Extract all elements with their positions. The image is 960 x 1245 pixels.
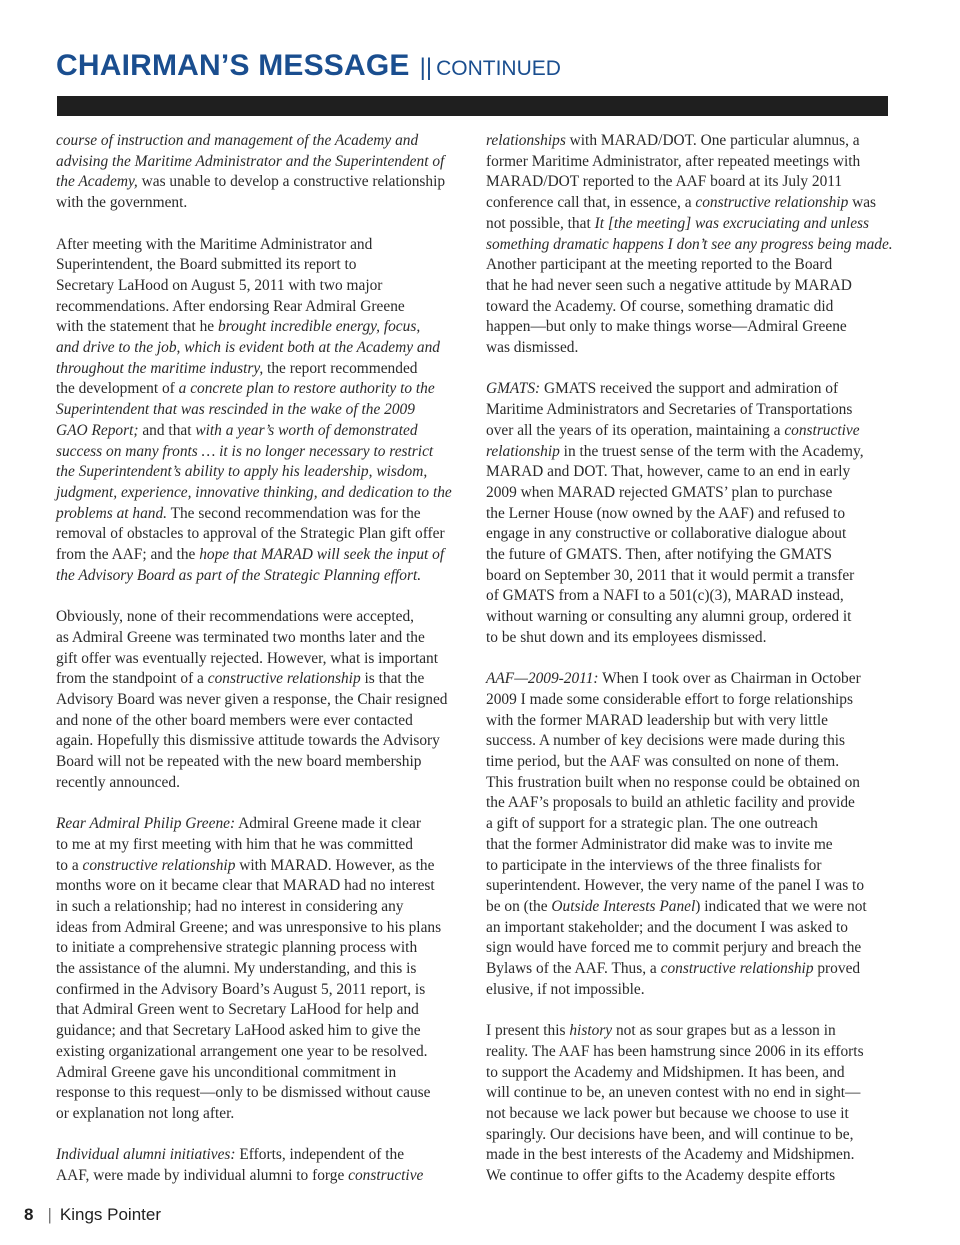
text-line xyxy=(486,835,892,856)
body-text: success. A number of key decisions were made during this xyxy=(486,732,846,750)
italic-text: constructive xyxy=(784,421,860,439)
body-text: in the truest sense of the term with the Academy, xyxy=(559,442,864,460)
body-text: Another participant at the meeting reported to the Board xyxy=(486,256,833,274)
text-line xyxy=(56,379,462,400)
text-line xyxy=(486,297,892,318)
header-divider-bar xyxy=(57,96,888,116)
italic-text: brought incredible energy, focus, xyxy=(218,318,421,336)
title-separator: || xyxy=(419,54,433,81)
text-line xyxy=(56,1063,462,1084)
body-text: the assistance of the alumni. My understanding, and this is xyxy=(56,960,417,978)
text-line xyxy=(486,442,892,463)
italic-text: course of instruction and management of the Academy and xyxy=(56,132,419,149)
body-text: from the standpoint of a xyxy=(56,670,208,688)
page-footer xyxy=(24,1205,161,1225)
text-line xyxy=(56,856,462,877)
text-line xyxy=(486,876,892,897)
body-text: removal of obstacles to approval of the Strategic Plan gift offer xyxy=(56,525,445,543)
paragraph xyxy=(486,131,892,359)
body-text: or explanation not long after. xyxy=(56,1105,235,1122)
text-line xyxy=(486,918,892,939)
text-line xyxy=(486,690,892,711)
text-line xyxy=(56,400,462,421)
text-line xyxy=(56,752,462,773)
italic-text: It [the meeting] was excruciating and unless xyxy=(594,214,870,232)
body-text: to a xyxy=(56,856,83,874)
italic-text: Superintendent that was rescinded in the wake of the 2009 xyxy=(56,401,415,419)
body-text: happen—but only to make things worse—Admiral Greene xyxy=(486,318,847,336)
body-text: elusive, if not impossible. xyxy=(486,980,645,998)
text-line xyxy=(486,1104,892,1125)
text-line xyxy=(56,1166,462,1187)
text-line xyxy=(56,152,462,173)
body-text: months wore on it became clear that MARAD had no interest xyxy=(56,877,435,895)
text-line xyxy=(56,938,462,959)
body-text: that he had never seen such a negative attitude by MARAD xyxy=(486,276,852,294)
italic-text: and drive to the job, which is evident both at the Academy and xyxy=(56,339,440,357)
italic-text: constructive relationship xyxy=(695,194,849,212)
body-text: Admiral Greene made it clear xyxy=(235,815,421,833)
text-line xyxy=(486,400,892,421)
italic-text: constructive relationship xyxy=(660,960,814,978)
italic-text: problems at hand. xyxy=(56,504,168,522)
paragraph xyxy=(56,1145,462,1186)
body-text: conference call that, in essence, a xyxy=(486,194,696,212)
text-line xyxy=(56,545,462,566)
body-text: The second recommendation was for the xyxy=(167,504,421,522)
text-line xyxy=(486,1021,892,1042)
body-text: a gift of support for a strategic plan. The one outreach xyxy=(486,815,818,833)
italic-text: judgment, experience, innovative thinking, and dedication to the xyxy=(56,483,452,501)
body-text: existing organizational arrangement one year to be resolved. xyxy=(56,1042,428,1060)
body-text: ) indicated that we were not xyxy=(695,897,867,915)
text-line xyxy=(56,193,462,214)
footer-separator: | xyxy=(47,1205,52,1224)
text-line xyxy=(56,731,462,752)
paragraph xyxy=(486,1021,892,1187)
body-text: that the former Administrator did make was to invite me xyxy=(486,835,833,853)
text-line xyxy=(56,690,462,711)
text-line xyxy=(56,1021,462,1042)
text-line xyxy=(486,711,892,732)
italic-text: the Advisory Board as part of the Strategic Planning effort. xyxy=(56,566,422,584)
text-line xyxy=(486,462,892,483)
text-line xyxy=(486,483,892,504)
body-text: confirmed in the Advisory Board’s August 5, 2011 report, is xyxy=(56,980,426,998)
text-line xyxy=(56,814,462,835)
body-text: We continue to offer gifts to the Academy despite efforts xyxy=(486,1167,836,1185)
italic-text: something dramatic happens I don’t see any progress being made. xyxy=(486,235,893,253)
body-text: and none of the other board members were ever contacted xyxy=(56,711,413,729)
text-line xyxy=(486,1063,892,1084)
body-text: the future of GMATS. Then, after notifying the GMATS xyxy=(486,546,832,564)
italic-text: relationship xyxy=(486,442,560,460)
italic-text: advising the Maritime Administrator and the Superintendent of xyxy=(56,152,445,170)
body-text: Superintendent, the Board submitted its report to xyxy=(56,256,357,274)
body-text: I present this xyxy=(486,1022,570,1040)
body-text: the development of xyxy=(56,380,179,398)
body-text: After meeting with the Maritime Administrator and xyxy=(56,235,373,253)
text-line xyxy=(486,1042,892,1063)
body-text: Advisory Board was never given a response, the Chair resigned xyxy=(56,690,448,708)
body-text: is that the xyxy=(360,670,425,688)
body-text: not as sour grapes but as a lesson in xyxy=(612,1022,836,1040)
body-text: sign would have forced me to commit perjury and breach the xyxy=(486,939,862,957)
body-text: without warning or consulting any alumni group, ordered it xyxy=(486,608,852,626)
text-line xyxy=(486,152,892,173)
body-text: from the AAF; and the xyxy=(56,546,200,564)
body-text: Efforts, independent of the xyxy=(235,1146,405,1164)
body-text: over all the years of its operation, maintaining a xyxy=(486,421,785,439)
body-text: response to this request—only to be dismissed without cause xyxy=(56,1084,431,1102)
section-header xyxy=(56,49,561,83)
text-line xyxy=(486,897,892,918)
body-text: MARAD and DOT. That, however, came to an end in early xyxy=(486,463,851,481)
body-text: the AAF’s proposals to build an athletic facility and provide xyxy=(486,794,855,812)
text-line xyxy=(56,918,462,939)
paragraph xyxy=(56,814,462,1125)
body-text: gift offer was eventually rejected. However, what is important xyxy=(56,649,439,667)
text-line xyxy=(56,462,462,483)
text-line xyxy=(56,566,462,587)
text-line xyxy=(486,628,892,649)
body-text: the Lerner House (now owned by the AAF) and refused to xyxy=(486,504,846,522)
body-text: toward the Academy. Of course, something dramatic did xyxy=(486,297,834,315)
body-text: 2009 I made some considerable effort to forge relationships xyxy=(486,690,853,708)
text-line xyxy=(486,193,892,214)
text-line xyxy=(56,711,462,732)
body-text: guidance; and that Secretary LaHood asked him to give the xyxy=(56,1022,421,1040)
page-number: 8 xyxy=(24,1205,34,1224)
text-line xyxy=(486,938,892,959)
italic-text: GAO Report; xyxy=(56,421,139,439)
text-line xyxy=(56,628,462,649)
italic-text: throughout the maritime industry, xyxy=(56,359,264,377)
body-text: was unable to develop a constructive relationship xyxy=(137,173,446,191)
body-text: not possible, that xyxy=(486,214,595,232)
body-text: made in the best interests of the Academy and Midshipmen. xyxy=(486,1146,855,1164)
body-text: with the statement that he xyxy=(56,318,218,336)
text-line xyxy=(486,214,892,235)
text-line xyxy=(486,172,892,193)
body-text: again. Hopefully this dismissive attitude towards the Advisory xyxy=(56,732,440,750)
italic-text: Individual alumni initiatives: xyxy=(56,1146,236,1164)
body-text: to participate in the interviews of the three finalists for xyxy=(486,856,822,874)
text-line xyxy=(486,1083,892,1104)
body-text: Board will not be repeated with the new board membership xyxy=(56,753,422,771)
text-line xyxy=(56,980,462,1001)
body-text: GMATS received the support and admiration of xyxy=(540,380,839,398)
text-line xyxy=(486,421,892,442)
text-line xyxy=(56,1083,462,1104)
body-text: not because we lack power but because we choose to use it xyxy=(486,1105,849,1122)
body-text: Admiral Greene gave his unconditional commitment in xyxy=(56,1063,397,1081)
italic-text: with a year’s worth of demonstrated xyxy=(195,421,418,439)
body-text: proved xyxy=(813,960,861,978)
body-text: the report recommended xyxy=(263,359,418,377)
text-line xyxy=(56,504,462,525)
publication-name: Kings Pointer xyxy=(59,1205,162,1224)
text-line xyxy=(56,607,462,628)
body-text: was dismissed. xyxy=(486,339,579,357)
body-text: Obviously, none of their recommendations were accepted, xyxy=(56,608,414,626)
text-line xyxy=(486,317,892,338)
text-line xyxy=(56,897,462,918)
text-line xyxy=(486,545,892,566)
text-line xyxy=(56,1104,462,1125)
body-text: as Admiral Greene was terminated two months later and the xyxy=(56,628,425,646)
body-text: in such a relationship; had no interest in considering any xyxy=(56,897,404,915)
paragraph xyxy=(56,235,462,587)
text-line xyxy=(486,276,892,297)
text-line xyxy=(56,442,462,463)
text-line xyxy=(486,255,892,276)
body-text: former Maritime Administrator, after repeated meetings with xyxy=(486,152,861,170)
paragraph xyxy=(56,131,462,214)
paragraph xyxy=(486,379,892,648)
body-text: reality. The AAF has been hamstrung since 2006 in its efforts xyxy=(486,1042,864,1060)
body-text: with the government. xyxy=(56,194,188,212)
body-text: When I took over as Chairman in October xyxy=(598,670,861,688)
text-line xyxy=(56,338,462,359)
body-text: 2009 when MARAD rejected GMATS’ plan to purchase xyxy=(486,483,833,501)
body-text: was xyxy=(848,194,877,212)
text-line xyxy=(56,773,462,794)
page-title: CHAIRMAN’S MESSAGE xyxy=(56,49,410,82)
body-text: MARAD/DOT reported to the AAF board at its July 2011 xyxy=(486,173,843,191)
text-line xyxy=(486,1125,892,1146)
text-line xyxy=(56,421,462,442)
body-text: recommendations. After endorsing Rear Admiral Greene xyxy=(56,297,405,315)
italic-text: the Academy, xyxy=(56,173,138,191)
text-line xyxy=(486,131,892,152)
text-line xyxy=(56,255,462,276)
text-line xyxy=(56,131,462,152)
text-line xyxy=(56,483,462,504)
body-text: of GMATS from a NAFI to a 501(c)(3), MARAD instead, xyxy=(486,587,844,605)
italic-text: AAF—2009-2011: xyxy=(486,670,599,688)
body-text: Maritime Administrators and Secretaries of Transportations xyxy=(486,401,853,419)
italic-text: history xyxy=(569,1022,613,1040)
italic-text: Outside Interests Panel xyxy=(551,897,696,915)
text-line xyxy=(486,1166,892,1187)
body-text: Bylaws of the AAF. Thus, a xyxy=(486,960,661,978)
body-text: to me at my first meeting with him that he was committed xyxy=(56,835,413,853)
text-line xyxy=(486,980,892,1001)
text-line xyxy=(486,793,892,814)
body-text: superintendent. However, the very name of the panel I was to xyxy=(486,877,865,895)
body-text: with MARAD. However, as the xyxy=(235,856,435,874)
text-line xyxy=(486,504,892,525)
text-line xyxy=(486,235,892,256)
body-text: to initiate a comprehensive strategic planning process with xyxy=(56,939,418,957)
body-text: with MARAD/DOT. One particular alumnus, a xyxy=(565,132,860,149)
italic-text: success on many fronts … it is no longer necessary to restrict xyxy=(56,442,434,460)
body-text: that Admiral Green went to Secretary LaHood for help and xyxy=(56,1001,419,1019)
text-line xyxy=(56,959,462,980)
text-line xyxy=(56,172,462,193)
italic-text: GMATS: xyxy=(486,380,541,398)
text-line xyxy=(56,669,462,690)
italic-text: a concrete plan to restore authority to the xyxy=(178,380,435,398)
italic-text: relationships xyxy=(486,132,566,149)
body-text: ideas from Admiral Greene; and was unresponsive to his plans xyxy=(56,918,442,936)
italic-text: hope that MARAD will seek the input of xyxy=(199,546,445,564)
text-line xyxy=(486,752,892,773)
text-line xyxy=(486,566,892,587)
text-line xyxy=(486,379,892,400)
body-text: to be shut down and its employees dismissed. xyxy=(486,628,767,646)
body-text: an important stakeholder; and the document I was asked to xyxy=(486,918,849,936)
body-text: recently announced. xyxy=(56,773,180,791)
text-line xyxy=(56,876,462,897)
italic-text: constructive relationship xyxy=(82,856,236,874)
body-text: engage in any constructive or collaborative dialogue about xyxy=(486,525,847,543)
body-text: time period, but the AAF was consulted on none of them. xyxy=(486,753,840,771)
continued-label: CONTINUED xyxy=(436,57,561,80)
italic-text: constructive xyxy=(348,1167,424,1185)
italic-text: constructive relationship xyxy=(207,670,361,688)
text-line xyxy=(56,276,462,297)
text-line xyxy=(486,669,892,690)
body-text: will continue to be, an uneven contest with no end in sight— xyxy=(486,1084,861,1102)
text-line xyxy=(486,773,892,794)
text-line xyxy=(486,814,892,835)
text-line xyxy=(486,1145,892,1166)
body-text: to support the Academy and Midshipmen. It has been, and xyxy=(486,1063,845,1081)
text-line xyxy=(486,959,892,980)
body-text: and that xyxy=(138,421,196,439)
body-text: Secretary LaHood on August 5, 2011 with two major xyxy=(56,276,383,294)
text-line xyxy=(56,297,462,318)
text-line xyxy=(486,524,892,545)
italic-text: the Superintendent’s ability to apply his leadership, wisdom, xyxy=(56,463,428,481)
text-line xyxy=(486,338,892,359)
text-line xyxy=(56,317,462,338)
text-line xyxy=(486,586,892,607)
body-text: This frustration built when no response could be obtained on xyxy=(486,773,861,791)
text-line xyxy=(486,607,892,628)
italic-text: Rear Admiral Philip Greene: xyxy=(56,815,236,833)
text-line xyxy=(486,731,892,752)
body-text: board on September 30, 2011 that it would permit a transfer xyxy=(486,566,855,584)
text-line xyxy=(56,359,462,380)
text-line xyxy=(56,835,462,856)
text-line xyxy=(56,649,462,670)
paragraph xyxy=(486,669,892,1000)
paragraph xyxy=(56,607,462,793)
text-line xyxy=(56,1145,462,1166)
right-text-column xyxy=(486,131,892,1208)
text-line xyxy=(56,524,462,545)
text-line xyxy=(56,235,462,256)
body-text: be on (the xyxy=(486,897,552,915)
left-text-column xyxy=(56,131,462,1207)
text-line xyxy=(56,1042,462,1063)
body-text: sparingly. Our decisions have been, and will continue to be, xyxy=(486,1125,854,1143)
body-text: AAF, were made by individual alumni to forge xyxy=(56,1167,349,1185)
body-text: with the former MARAD leadership but with very little xyxy=(486,711,828,729)
text-line xyxy=(56,1000,462,1021)
text-line xyxy=(486,856,892,877)
